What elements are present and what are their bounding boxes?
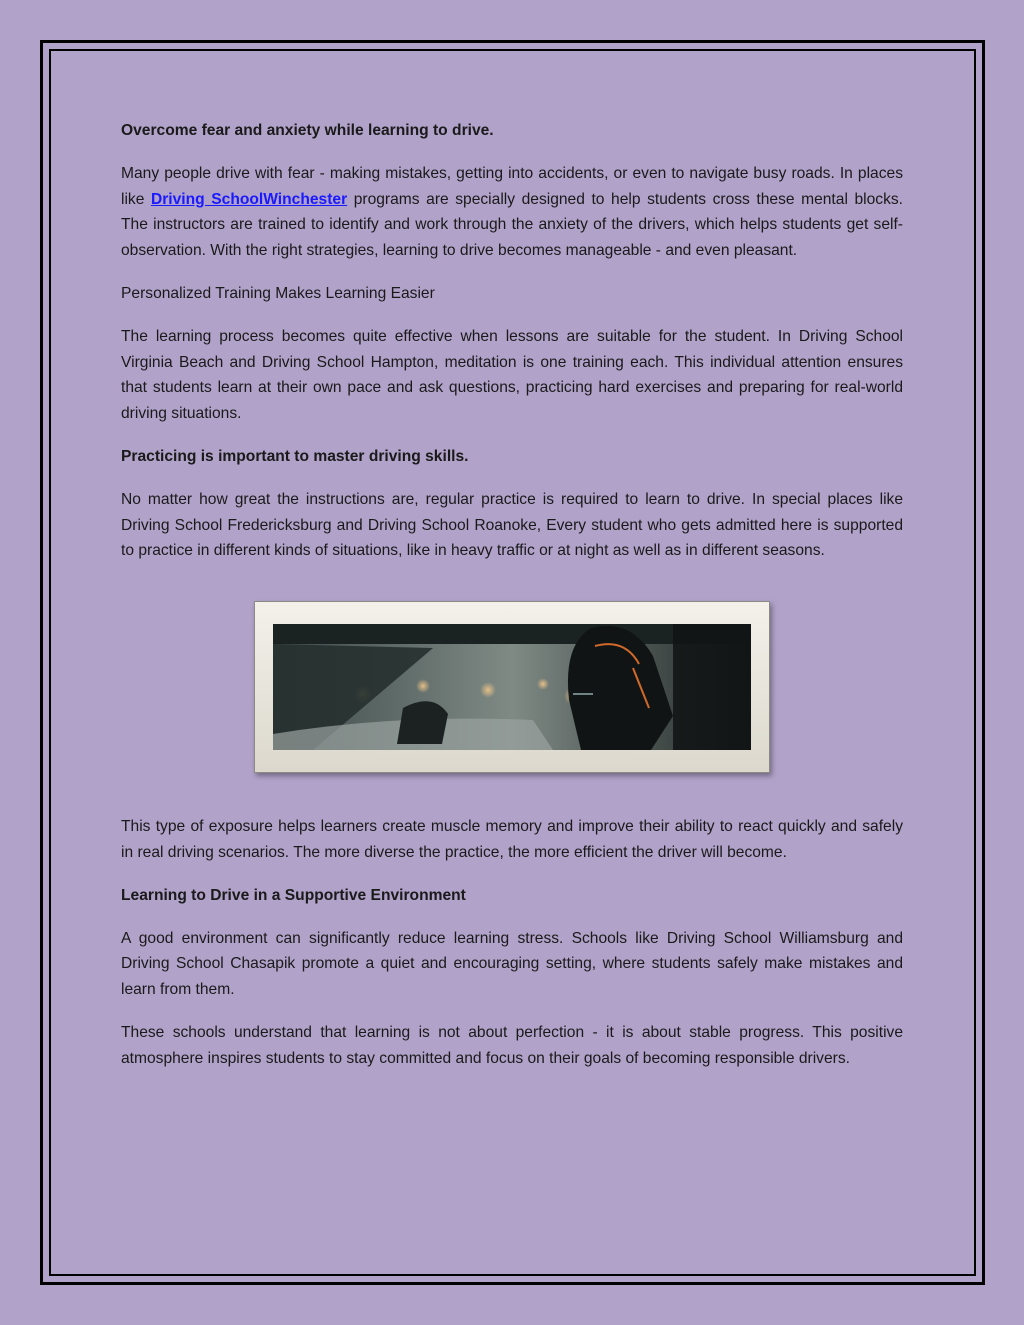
driving-school-winchester-link[interactable]: Driving SchoolWinchester [150,190,348,208]
section-heading-fear: Overcome fear and anxiety while learning to drive. [121,122,494,139]
paragraph-fear-text-end: programs are specially designed to help students cross these mental blocks. The instructors are trained to identify and work through the anxiety of the drivers, which helps students get self-observation. With the right strategies, learning to drive becomes manageable - and even pleasant. [121,190,903,260]
car-interior-photo [273,624,751,750]
framed-driving-image [254,601,770,773]
document-body [121,118,903,1089]
paragraph-environment: A good environment can significantly reduce learning stress. Schools like Driving School Williamsburg and Driving School Chasapik promote a quiet and encouraging setting, where students safely make mistakes and learn from them. [121,929,903,999]
paragraph-practice: No matter how great the instructions are, regular practice is required to learn to drive. In special places like Driving School Fredericksburg and Driving School Roanoke, Every student who gets admitted here is supported to practice in different kinds of situations, like in heavy traffic or at night as well as in different seasons. [121,490,903,560]
paragraph-fear-text-start: Many people drive with fear - making mistakes, getting into accidents, or even to navigate busy roads. In places like [121,164,903,208]
section-heading-personalized: Personalized Training Makes Learning Easier [121,284,435,302]
paragraph-progress: These schools understand that learning is not about perfection - it is about stable progress. This positive atmosphere inspires students to stay committed and focus on their goals of becoming responsible drivers. [121,1023,903,1067]
paragraph-exposure: This type of exposure helps learners create muscle memory and improve their ability to react quickly and safely in real driving scenarios. The more diverse the practice, the more efficient the driver will become. [121,818,903,861]
section-heading-supportive: Learning to Drive in a Supportive Environment [121,886,466,904]
paragraph-fear [121,161,903,264]
section-heading-practice: Practicing is important to master driving skills. [121,447,469,465]
paragraph-personalized: The learning process becomes quite effective when lessons are suitable for the student. In Driving School Virginia Beach and Driving School Hampton, meditation is one training each. This individual attention ensures that students learn at their own pace and ask questions, practicing hard exercises and preparing for real-world driving situations. [121,327,903,423]
